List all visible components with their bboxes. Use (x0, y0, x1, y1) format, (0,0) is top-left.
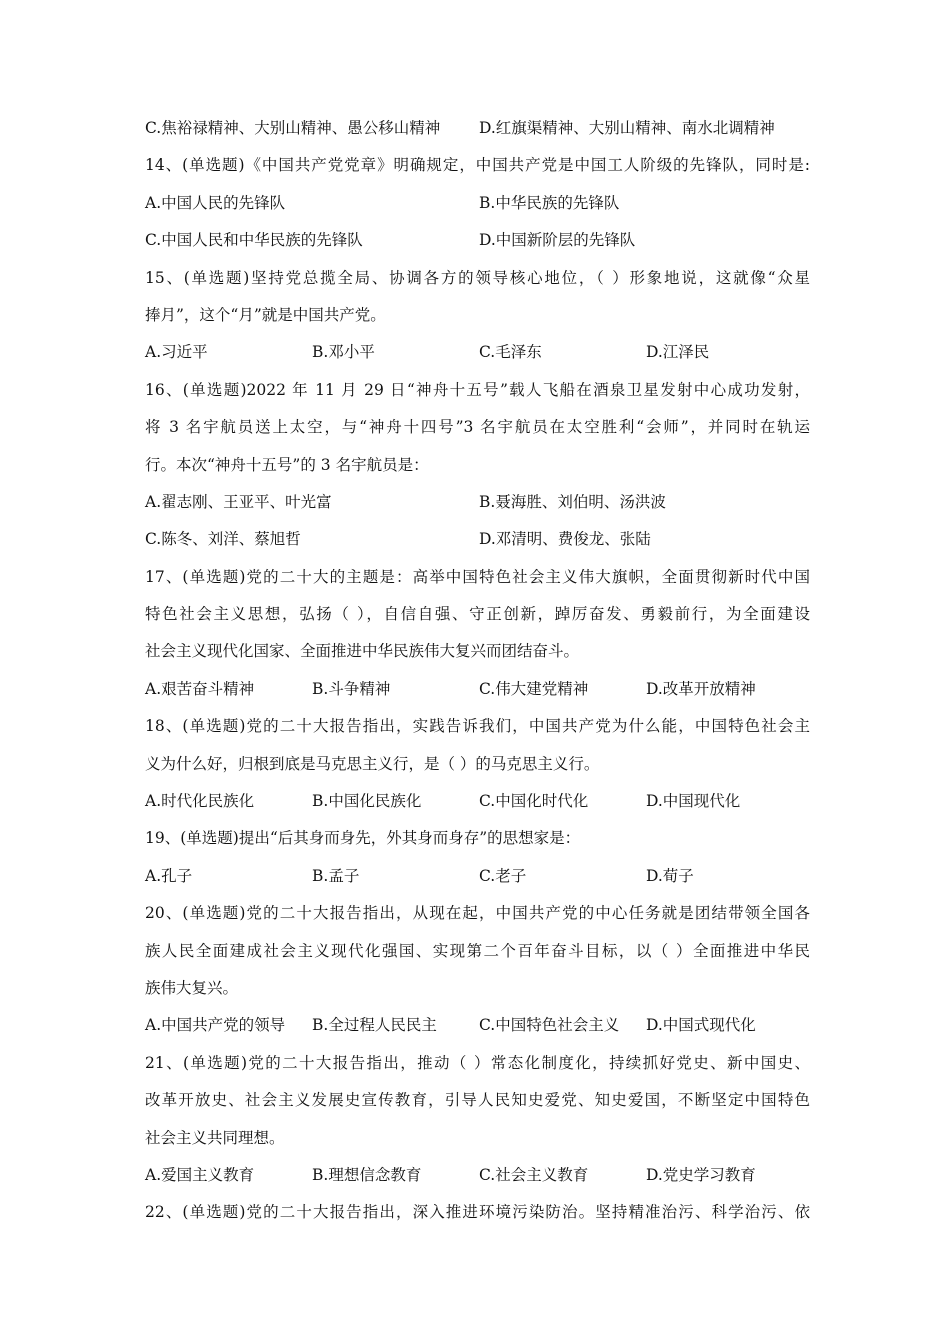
answer-option: B.斗争精神 (312, 679, 391, 698)
question-text-line (145, 372, 810, 409)
text-line: 21、(单选题)党的二十大报告指出，推动（ ）常态化制度化，持续抓好党史、新中国史、 (145, 1053, 810, 1072)
answer-option: A.孔子 (145, 866, 193, 885)
answer-option: B.中国化民族化 (312, 792, 422, 811)
question-text-line (145, 633, 810, 670)
question-text-line (145, 447, 810, 484)
question-text-line (145, 1045, 810, 1082)
question-text-line (145, 1082, 810, 1119)
answer-option: D.邓清明、费俊龙、张陆 (479, 530, 651, 549)
answer-option: D.中国新阶层的先锋队 (479, 231, 636, 250)
text-line: 社会主义现代化国家、全面推进中华民族伟大复兴而团结奋斗。 (145, 642, 580, 661)
question-text-line (145, 409, 810, 446)
question-text-line (145, 559, 810, 596)
question-text-line (145, 970, 810, 1007)
question-text-line (145, 1194, 810, 1231)
answer-option: B.聂海胜、刘伯明、汤洪波 (479, 492, 666, 511)
answer-option: B.中华民族的先锋队 (479, 193, 620, 212)
text-line: 22、(单选题)党的二十大报告指出，深入推进环境污染防治。坚持精准治污、科学治污、依 (145, 1203, 810, 1222)
answer-option: A.时代化民族化 (145, 792, 255, 811)
options-row (145, 334, 810, 371)
text-line: 改革开放史、社会主义发展史宣传教育，引导人民知史爱党、知史爱国，不断坚定中国特色 (145, 1091, 810, 1110)
answer-option: D.江泽民 (646, 343, 710, 362)
question-text-line (145, 596, 810, 633)
answer-option: B.孟子 (312, 866, 360, 885)
text-line: 将 3 名宇航员送上太空，与“神舟十四号”3 名宇航员在太空胜利“会师”，并同时在轨运 (145, 418, 810, 437)
answer-option: C.陈冬、刘洋、蔡旭哲 (145, 530, 301, 549)
answer-option: D.中国现代化 (646, 792, 741, 811)
answer-option: C.焦裕禄精神、大别山精神、愚公移山精神 (145, 119, 441, 137)
question-text-line (145, 708, 810, 745)
text-line: 19、(单选题)提出“后其身而身先，外其身而身存”的思想家是： (145, 829, 581, 848)
answer-option: C.老子 (479, 866, 527, 885)
question-text-line (145, 895, 810, 932)
answer-option: D.中国式现代化 (646, 1016, 756, 1035)
text-line: 族伟大复兴。 (145, 978, 239, 997)
answer-option: A.习近平 (145, 343, 208, 362)
answer-option: D.改革开放精神 (646, 679, 756, 698)
options-row (145, 1157, 810, 1194)
answer-option: C.中国化时代化 (479, 792, 589, 811)
question-text-line (145, 820, 810, 857)
options-row (145, 521, 810, 558)
answer-option: A.中国人民的先锋队 (145, 193, 286, 212)
answer-option: B.理想信念教育 (312, 1165, 422, 1184)
text-line: 20、(单选题)党的二十大报告指出，从现在起，中国共产党的中心任务就是团结带领全国各 (145, 904, 810, 923)
options-row (145, 671, 810, 708)
question-text-line (145, 260, 810, 297)
options-row (145, 222, 810, 259)
answer-option: C.伟大建党精神 (479, 679, 589, 698)
answer-option: D.红旗渠精神、大别山精神、南水北调精神 (479, 119, 775, 137)
text-line: 特色社会主义思想，弘扬（ ），自信自强、守正创新，踔厉奋发、勇毅前行，为全面建设 (145, 605, 810, 624)
text-line: 15、(单选题)坚持党总揽全局、协调各方的领导核心地位，（ ）形象地说，这就像“众星 (145, 268, 810, 287)
question-text-line (145, 933, 810, 970)
options-row (145, 110, 810, 147)
answer-option: C.毛泽东 (479, 343, 542, 362)
question-text-line (145, 746, 810, 783)
question-text-line (145, 1120, 810, 1157)
answer-option: C.中国特色社会主义 (479, 1016, 620, 1035)
question-text-line (145, 147, 810, 184)
options-row (145, 484, 810, 521)
answer-option: A.中国共产党的领导 (145, 1016, 286, 1035)
answer-option: A.爱国主义教育 (145, 1165, 255, 1184)
answer-option: B.邓小平 (312, 343, 375, 362)
answer-option: D.荀子 (646, 866, 694, 885)
text-line: 社会主义共同理想。 (145, 1128, 285, 1147)
text-line: 18、(单选题)党的二十大报告指出，实践告诉我们，中国共产党为什么能，中国特色社会主 (145, 717, 810, 736)
answer-option: C.社会主义教育 (479, 1165, 589, 1184)
options-row (145, 185, 810, 222)
options-row (145, 783, 810, 820)
text-line: 行。本次“神舟十五号”的 3 名宇航员是： (145, 455, 429, 474)
text-line: 17、(单选题)党的二十大的主题是：高举中国特色社会主义伟大旗帜，全面贯彻新时代中国 (145, 567, 810, 586)
text-line: 16、(单选题)2022 年 11 月 29 日“神舟十五号”载人飞船在酒泉卫星发射中心成功发射， (145, 380, 810, 399)
text-line: 族人民全面建成社会主义现代化强国、实现第二个百年奋斗目标，以（ ）全面推进中华民 (145, 941, 810, 960)
text-line: 14、(单选题)《中国共产党党章》明确规定，中国共产党是中国工人阶级的先锋队，同时是: (145, 156, 810, 175)
answer-option: C.中国人民和中华民族的先锋队 (145, 231, 363, 250)
answer-option: B.全过程人民民主 (312, 1016, 437, 1035)
options-row (145, 1007, 810, 1044)
answer-option: A.艰苦奋斗精神 (145, 679, 255, 698)
answer-option: A.翟志刚、王亚平、叶光富 (145, 492, 332, 511)
document-page (145, 110, 810, 1232)
answer-option: D.党史学习教育 (646, 1165, 756, 1184)
text-line: 义为什么好，归根到底是马克思主义行，是（ ）的马克思主义行。 (145, 754, 600, 773)
question-text-line (145, 297, 810, 334)
options-row (145, 858, 810, 895)
text-line: 捧月”，这个“月”就是中国共产党。 (145, 305, 386, 324)
